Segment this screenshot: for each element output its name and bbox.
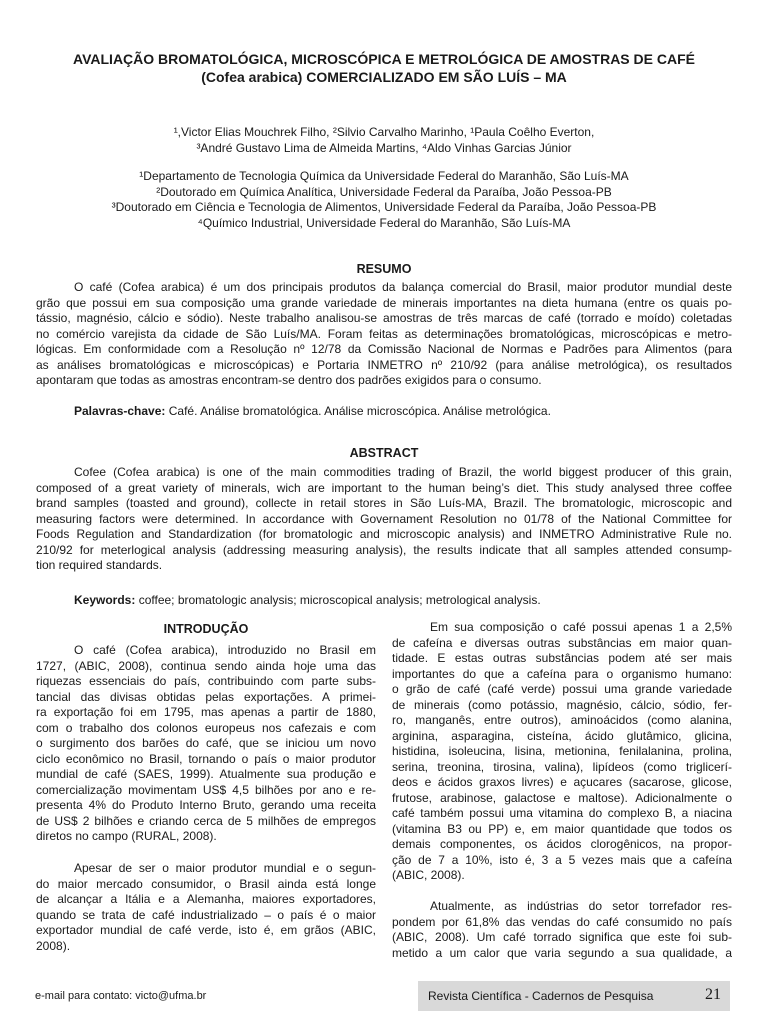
intro-line: de alcançar a Itália e a Alemanha, maiores exportadores,	[36, 892, 376, 906]
abstract-line: Foods Regulation and Standardization (for bromatologic and microscopic analysis) and INMETRO Administrative Rule no.	[36, 527, 732, 541]
body-line: (ABIC, 2008). Um café torrado significa que este foi sub-	[392, 930, 732, 944]
resumo-line: apontaram que todas as amostras encontram-se dentro dos padrões exigidos para o consumo.	[36, 373, 542, 387]
intro-line: com o trabalho dos colonos europeus nos cafezais e com	[36, 720, 376, 735]
body-line: o grão de café (café verde) possui uma grande variedade	[392, 682, 732, 696]
intro-line: riquezas essenciais do país, contribuindo com parte subs-	[36, 674, 376, 688]
abstract-keywords	[74, 593, 541, 609]
intro-line: ciclo econômico no Brasil, tornando o país o maior produtor	[36, 751, 376, 766]
introducao-heading: INTRODUÇÃO	[163, 622, 249, 636]
keywords-label: Keywords:	[74, 593, 136, 607]
paper-title	[20, 50, 748, 86]
abstract-line: measuring factors were determined. In accordance with Governament Resolution no 01/78 of the National Committee for	[36, 511, 732, 526]
right-paragraph-1	[392, 620, 732, 884]
resumo-line: tássio, magnésio, cálcio e sódio). Neste trabalho analisou-se amostras de três marcas de café (torrado e moído) coletadas	[36, 311, 732, 325]
intro-line: presenta 4% do Produto Interno Bruto, gerando uma receita	[36, 798, 376, 812]
keywords-text: coffee; bromatologic analysis; microscopical analysis; metrological analysis.	[135, 593, 541, 607]
abstract-line: brand samples (toasted and ground), collecte in retail stores in São Luís-MA, Brazil. The bromatologic, microscopic and	[36, 496, 732, 510]
body-line: de minerais (como potássio, magnésio, cálcio, sódio, fer-	[392, 697, 732, 712]
intro-line: Apesar de ser o maior produtor mundial e o segun-	[74, 861, 376, 875]
body-line: arginina, asparagina, cisteína, ácido glutâmico, glicina,	[392, 728, 732, 743]
intro-line: 1727, (ABIC, 2008), continua sendo ainda hoje uma das	[36, 658, 376, 673]
intro-line: ra exportação foi em 1795, mas apenas a partir de 1880,	[36, 705, 376, 719]
intro-paragraph-2	[36, 861, 376, 954]
intro-line: diretos no campo (RURAL, 2008).	[36, 829, 217, 843]
abstract-body	[36, 465, 732, 574]
resumo-heading: RESUMO	[356, 262, 412, 276]
intro-line: exportador mundial de café verde, isto é, em grãos (ABIC,	[36, 923, 376, 937]
affiliation-4: ⁴Químico Industrial, Universidade Federal do Maranhão, São Luís-MA	[197, 215, 571, 230]
abstract-heading: ABSTRACT	[349, 446, 419, 460]
page-number: 21	[705, 986, 721, 1003]
title-line-2: (Cofea arabica) COMERCIALIZADO EM SÃO LUÍS – MA	[201, 69, 567, 85]
intro-line: O café (Cofea arabica), introduzido no Brasil em	[74, 643, 376, 657]
resumo-line: no comércio varejista da cidade de São Luís/MA. Foram feitas as determinações bromatológicas, microscópicas e metro-	[36, 326, 732, 341]
affiliation-1: ¹Departamento de Tecnologia Química da Universidade Federal do Maranhão, São Luís-MA	[139, 169, 629, 183]
authors-line-1: ¹,Victor Elias Mouchrek Filho, ²Silvio Carvalho Marinho, ¹Paula Coêlho Everton,	[173, 125, 595, 139]
body-line: metido a um calor que varia segundo a sua qualidade, a	[392, 945, 732, 960]
intro-paragraph-1	[36, 643, 376, 845]
body-line: Atualmente, as indústrias do setor torrefador res-	[430, 899, 732, 913]
title-line-1: AVALIAÇÃO BROMATOLÓGICA, MICROSCÓPICA E METROLÓGICA DE AMOSTRAS DE CAFÉ	[73, 51, 695, 67]
resumo-line: as análises bromatológicas e microscópicas) e Portaria INMETRO nº 210/92 (para análise metrológica), os resultados	[36, 357, 732, 372]
resumo-line: O café (Cofea arabica) é um dos principais produtos da balança comercial do Brasil, maior produtor mundial deste	[74, 280, 732, 294]
resumo-line: grão que possui em sua composição uma grande variedade de minerais importantes na dieta humana (entre os quais po-	[36, 295, 732, 310]
body-line: Em sua composição o café possui apenas 1 a 2,5%	[430, 620, 732, 634]
resumo-keywords	[74, 404, 551, 420]
right-paragraph-2	[392, 899, 732, 961]
body-line: (ABIC, 2008).	[392, 868, 465, 882]
intro-line: comercialização movimentam US$ 4,5 bilhões por ano e re-	[36, 782, 376, 797]
body-line: deos e ácidos graxos livres) e açucares (sacarose, glicose,	[392, 775, 732, 789]
intro-line: quando se trata de café industrializado – o país é o maior	[36, 907, 376, 922]
body-line: café também possui uma vitamina do complexo B, a niacina	[392, 806, 732, 820]
body-line: ro, manganês, entre outros), aminoácidos (como alanina,	[392, 713, 732, 727]
intro-line: o surgimento dos barões do café, que se iniciou um novo	[36, 736, 376, 750]
resumo-body	[36, 280, 732, 389]
affiliation-2: ²Doutorado em Química Analítica, Universidade Federal da Paraíba, João Pessoa-PB	[156, 184, 612, 199]
body-line: serina, treonina, tirosina, valina), lipídeos (como triglicerí-	[392, 759, 732, 774]
affiliation-list	[20, 169, 748, 231]
affiliation-3: ³Doutorado em Ciência e Tecnologia de Alimentos, Universidade Federal da Paraíba, João Pessoa-PB	[111, 200, 657, 214]
body-line: (vitamina B3 ou PP) e, em maior quantidade que todos os	[392, 821, 732, 836]
journal-name: Revista Científica - Cadernos de Pesquisa	[428, 989, 654, 1003]
body-line: histidina, isoleucina, lisina, metionina, fenilalanina, prolina,	[392, 744, 732, 758]
body-line: importantes do que a cafeína para o organismo humano:	[392, 666, 732, 681]
keywords-label: Palavras-chave:	[74, 404, 166, 418]
abstract-line: Cofee (Cofea arabica) is one of the main commodities trading of Brazil, the world biggest producer of this grain,	[74, 465, 732, 479]
body-line: tidade. E estas outras substâncias podem até ser mais	[392, 651, 732, 665]
author-list	[20, 125, 748, 156]
body-line: de cafeína e diversas outras substâncias em maior quan-	[392, 635, 732, 650]
body-line: pondem por 61,8% das vendas do café consumido no país	[392, 914, 732, 929]
authors-line-2: ³André Gustavo Lima de Almeida Martins, ⁴Aldo Vinhas Garcias Júnior	[196, 140, 572, 155]
intro-line: mundial de café (SAES, 1999). Atualmente sua produção e	[36, 767, 376, 781]
body-line: demais componentes, os ácidos clorogênicos, na propor-	[392, 837, 732, 851]
body-line: ção de 7 a 10%, isto é, 3 a 5 vezes mais que a cafeína	[392, 852, 732, 867]
abstract-line: 210/92 for meterlogical analysis (addressing measuring analysis), the results indicate that all samples attended consump-	[36, 542, 732, 557]
abstract-line: tion required standards.	[36, 558, 163, 572]
intro-line: do maior mercado consumidor, o Brasil ainda está longe	[36, 876, 376, 891]
body-line: frutose, arabinose, galactose e maltose). Adicionalmente o	[392, 790, 732, 805]
intro-line: 2008).	[36, 938, 71, 953]
abstract-line: composed of a great variety of minerals, wich are important to the human being’s diet. This study analysed three coffee	[36, 480, 732, 495]
contact-email: e-mail para contato: victo@ufma.br	[35, 990, 207, 1002]
intro-line: tancial das divisas obtidas pelas exportações. A primei-	[36, 689, 376, 704]
keywords-text: Café. Análise bromatológica. Análise microscópica. Análise metrológica.	[165, 404, 551, 418]
resumo-line: lógicas. Em conformidade com a Resolução nº 12/78 da Comissão Nacional de Normas e Padrões para Alimentos (para	[36, 342, 732, 356]
intro-line: de US$ 2 bilhões e criando cerca de 5 milhões de empregos	[36, 813, 376, 828]
